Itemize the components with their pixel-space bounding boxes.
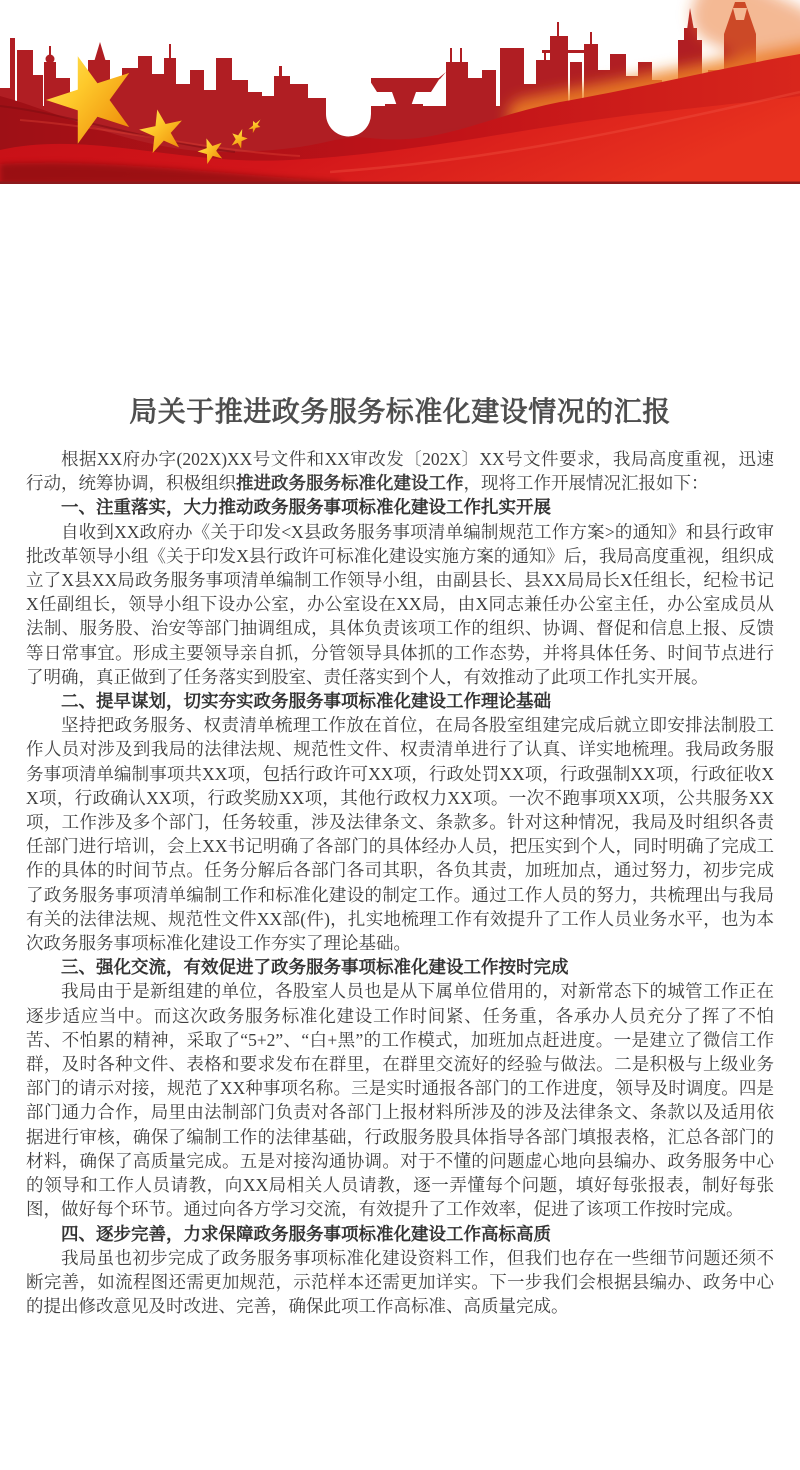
- body-text: 自收到XX政府办《关于印发<X县政务服务事项清单编制规范工作方案>的通知》和县行政审批改革领导小组《关于印发X县行政许可标准化建设实施方案的通知》后，我局高度重视，组织成立了X县XX局政务服务事项清单编制工作领导小组，由副县长、县XX局局长X任组长，纪检书记X任副组长，领导小组下设办公室，办公室设在XX局，由X同志兼任办公室主任，办公室成员从法制、服务股、治安等部门抽调组成，具体负责该项工作的组织、协调、督促和信息上报、反馈等日常事宜。形成主要领导亲自抓，分管领导具体抓的工作态势，并将具体任务、时间节点进行了明确，真正做到了任务落实到股室、责任落实到个人，有效推动了此项工作扎实开展。: [26, 521, 774, 687]
- paragraph: [26, 520, 774, 689]
- paragraph: [26, 1246, 774, 1319]
- banner-graphic: [0, 0, 800, 184]
- document-body: [26, 447, 774, 1318]
- paragraph: [26, 713, 774, 955]
- banner-bottom-line: [0, 182, 800, 185]
- paragraph: [26, 447, 774, 495]
- body-text: 四、逐步完善，力求保障政务服务事项标准化建设工作高标高质: [61, 1223, 551, 1244]
- section-heading: [26, 689, 774, 713]
- section-heading: [26, 495, 774, 519]
- body-text: 一、注重落实，大力推动政务服务事项标准化建设工作扎实开展: [61, 497, 551, 518]
- document-title: 局关于推进政务服务标准化建设情况的汇报: [129, 397, 671, 428]
- body-text: 三、强化交流，有效促进了政务服务事项标准化建设工作按时完成: [61, 957, 569, 978]
- section-heading: [26, 955, 774, 979]
- body-text: 我局由于是新组建的单位，各股室人员也是从下属单位借用的，对新常态下的城管工作正在逐步适应当中。而这次政务服务标准化建设工作时间紧、任务重，各承办人员充分了挥了不怕苦、不怕累的精神，采取了“5+2”、“白+黑”的工作模式，加班加点赶进度。一是建立了微信工作群，及时各种文件、表格和要求发布在群里，在群里交流好的经验与做法。二是积极与上级业务部门的请示对接，规范了XX种事项名称。三是实时通报各部门的工作进度，领导及时调度。四是部门通力合作，局里由法制部门负责对各部门上报材料所涉及的涉及法律条文、条款以及适用依据进行审核，确保了编制工作的法律基础，行政服务股具体指导各部门填报表格，汇总各部门的材料，确保了高质量完成。五是对接沟通协调。对于不懂的问题虚心地向县编办、政务服务中心的领导和工作人员请教，向XX局相关人员请教，逐一弄懂每个问题，填好每张报表，制好每张图，做好每个环节。通过向各方学习交流，有效提升了工作效率，促进了该项工作按时完成。: [26, 981, 774, 1220]
- body-text: 我局虽也初步完成了政务服务事项标准化建设资料工作，但我们也存在一些细节问题还须不断完善，如流程图还需更加规范，示范样本还需更加详实。下一步我们会根据县编办、政务中心的提出修改意见及时改进、完善，确保此项工作高标准、高质量完成。: [26, 1247, 774, 1317]
- body-text: ，现将工作开展情况汇报如下：: [463, 473, 709, 494]
- emphasis-text: 推进政务服务标准化建设工作: [236, 473, 464, 494]
- paragraph: [26, 979, 774, 1221]
- body-text: 根据XX府办字(202X)XX号文件和XX审改发〔202X〕XX号文件要求，我局高度重视，迅速行动，统筹协调，积极组织: [26, 449, 774, 494]
- body-text: 坚持把政务服务、权责清单梳理工作放在首位，在局各股室组建完成后就立即安排法制股工作人员对涉及到我局的法律法规、规范性文件、权责清单进行了认真、详实地梳理。我局政务服务事项清单编制事项共XX项，包括行政许可XX项，行政处罚XX项，行政强制XX项，行政征收XX项，行政确认XX项，行政奖励XX项，其他行政权力XX项。一次不跑事项XX项，公共服务XX项，工作涉及多个部门，任务较重，涉及法律条文、条款多。针对这种情况，我局及时组织各责任部门进行培训，会上XX书记明确了各部门的具体经办人员，把压实到个人，同时明确了完成工作的具体的时间节点。任务分解后各部门各司其职，各负其责，加班加点，通过努力，初步完成了政务服务事项清单编制工作和标准化建设的制定工作。通过工作人员的努力，共梳理出与我局有关的法律法规、规范性文件XX部(件)，扎实地梳理工作有效提升了工作人员业务水平，也为本次政务服务事项标准化建设工作夯实了理论基础。: [26, 715, 774, 954]
- arch-notch: [326, 58, 371, 137]
- body-text: 二、提早谋划，切实夯实政务服务事项标准化建设工作理论基础: [61, 691, 551, 712]
- section-heading: [26, 1222, 774, 1246]
